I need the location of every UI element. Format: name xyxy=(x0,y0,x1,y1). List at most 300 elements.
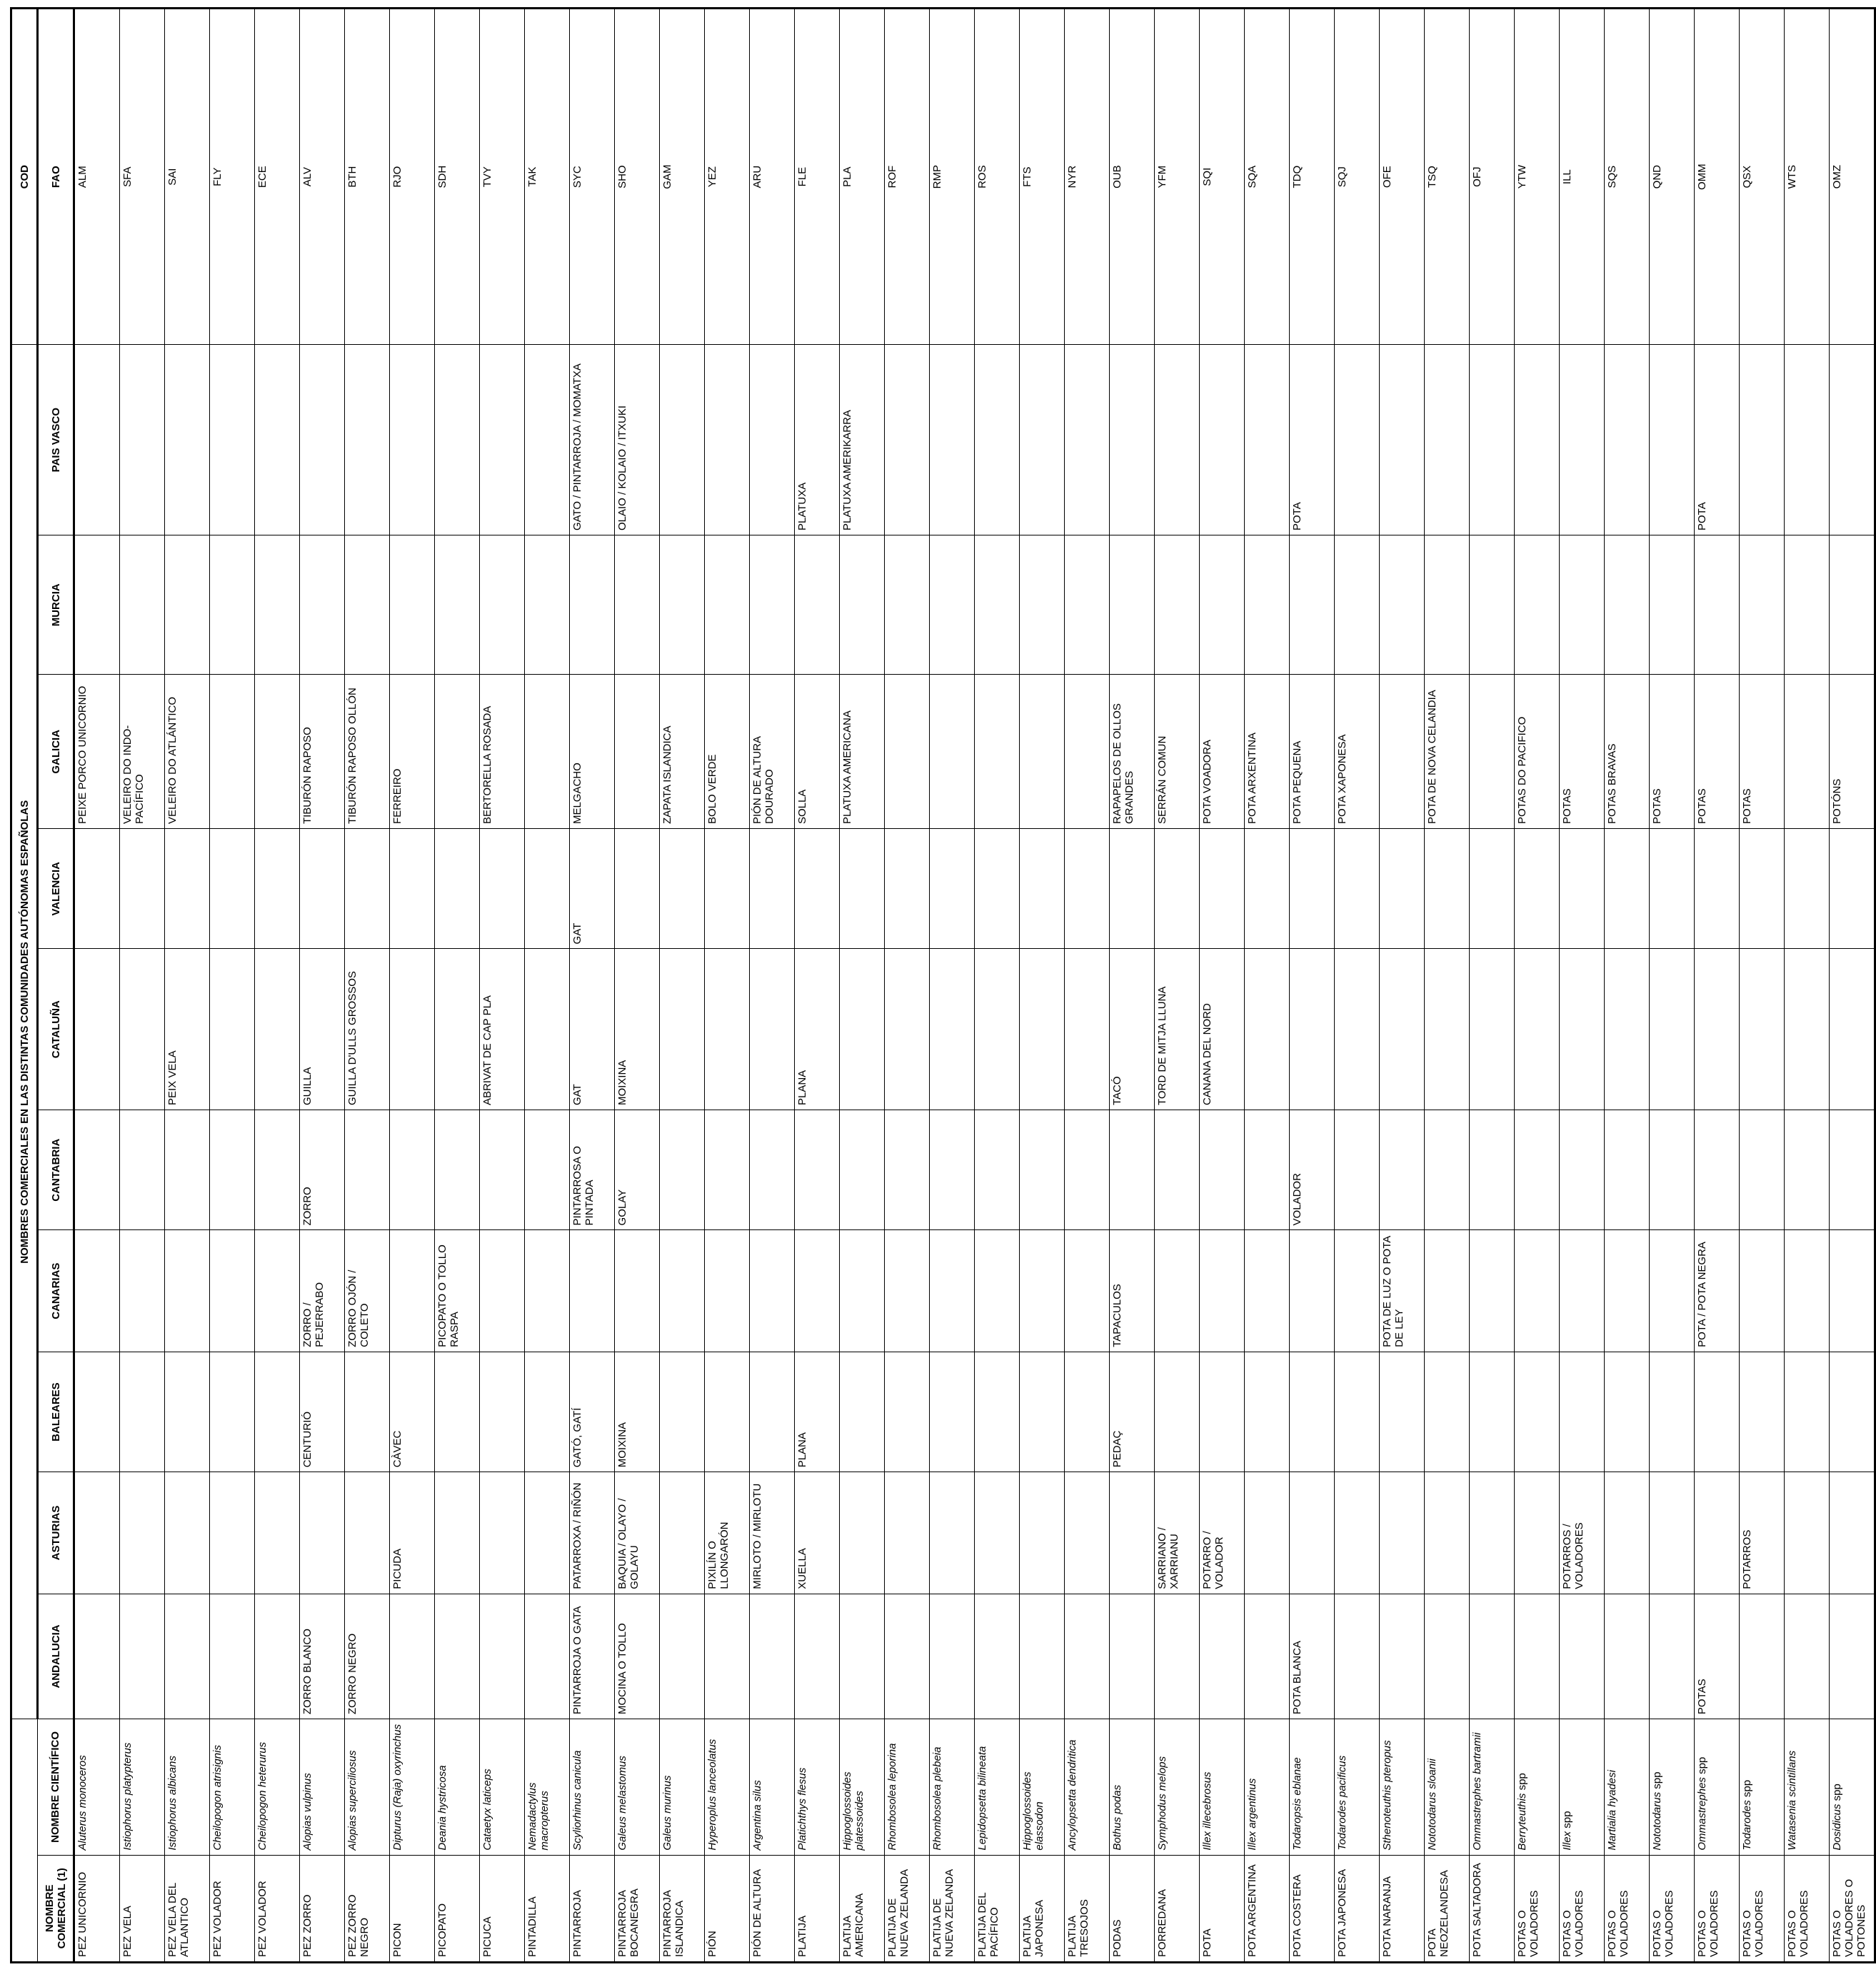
andalucia-cell xyxy=(1470,1594,1515,1719)
canarias-cell xyxy=(1065,1230,1110,1352)
galicia-cell: BOLO VERDE xyxy=(705,675,750,829)
baleares-cell xyxy=(750,1352,795,1472)
cataluna-cell: GUILLA D'ULLS GROSSOS xyxy=(345,949,390,1110)
fao-code-cell: GAM xyxy=(660,9,705,345)
canarias-cell: POTA DE LUZ O POTA DE LEY xyxy=(1380,1230,1425,1352)
common-name-cell: POTA xyxy=(1200,1855,1245,1962)
scientific-name-cell xyxy=(1515,1719,1560,1855)
scientific-name-cell xyxy=(525,1719,570,1855)
murcia-cell xyxy=(345,535,390,675)
valencia-cell xyxy=(1335,829,1380,949)
canarias-cell xyxy=(1650,1230,1695,1352)
cataluna-cell: ABRIVAT DE CAP PLA xyxy=(480,949,525,1110)
pais-vasco-cell xyxy=(1515,345,1560,535)
scientific-name-cell xyxy=(1155,1719,1200,1855)
scientific-name-text: Watasenia scintillans xyxy=(1786,1750,1798,1851)
baleares-cell xyxy=(1650,1352,1695,1472)
scientific-name-text: Sthenoteuthis pteropus xyxy=(1381,1740,1393,1851)
valencia-cell xyxy=(345,829,390,949)
murcia-cell xyxy=(120,535,165,675)
table-title: NOMBRES COMERCIALES EN LAS DISTINTAS COMUNIDADES AUTÓNOMAS ESPAÑOLAS xyxy=(11,345,38,1719)
scientific-name-text: Hippoglossoides platessoides xyxy=(841,1771,866,1851)
cantabria-cell xyxy=(120,1110,165,1230)
asturias-cell xyxy=(885,1472,930,1594)
fao-code-cell: NYR xyxy=(1065,9,1110,345)
scientific-name-text: Scyliorhinus canicula xyxy=(571,1750,583,1851)
common-name-cell: PEZ ZORRO xyxy=(300,1855,345,1962)
cataluna-cell xyxy=(1560,949,1605,1110)
baleares-cell xyxy=(705,1352,750,1472)
pais-vasco-cell xyxy=(1740,345,1785,535)
scientific-name-text: Todarodes xyxy=(1741,1800,1753,1851)
cantabria-cell: ZORRO xyxy=(300,1110,345,1230)
header-common-name: NOMBRE COMERCIAL (1) xyxy=(38,1855,74,1962)
table-row xyxy=(120,9,165,1963)
murcia-cell xyxy=(1515,535,1560,675)
scientific-name-cell xyxy=(885,1719,930,1855)
pais-vasco-cell xyxy=(1785,345,1830,535)
fao-code-cell: TVY xyxy=(480,9,525,345)
andalucia-cell xyxy=(705,1594,750,1719)
scientific-name-cell xyxy=(1065,1719,1110,1855)
pais-vasco-cell xyxy=(930,345,975,535)
galicia-cell xyxy=(1020,675,1065,829)
pais-vasco-cell: PLATUXA AMERIKARRA xyxy=(840,345,885,535)
cataluna-cell xyxy=(120,949,165,1110)
scientific-name-cell xyxy=(660,1719,705,1855)
fao-code-cell: SDH xyxy=(435,9,480,345)
pais-vasco-cell xyxy=(210,345,255,535)
baleares-cell xyxy=(165,1352,210,1472)
galicia-cell: TIBURÓN RAPOSO xyxy=(300,675,345,829)
pais-vasco-cell xyxy=(1335,345,1380,535)
table-row xyxy=(1785,9,1830,1963)
canarias-cell: POTA / POTA NEGRA xyxy=(1695,1230,1740,1352)
murcia-cell xyxy=(300,535,345,675)
murcia-cell xyxy=(1020,535,1065,675)
scientific-name-text: Dosidicus xyxy=(1831,1804,1843,1851)
pais-vasco-cell xyxy=(255,345,300,535)
table-row xyxy=(435,9,480,1963)
galicia-cell: PLATUXA AMERICANA xyxy=(840,675,885,829)
asturias-cell xyxy=(1695,1472,1740,1594)
scientific-name-cell xyxy=(74,1719,120,1855)
canarias-cell xyxy=(210,1230,255,1352)
common-name-cell: POTA ARGENTINA xyxy=(1245,1855,1290,1962)
asturias-cell: XUELLA xyxy=(795,1472,840,1594)
pais-vasco-cell xyxy=(1650,345,1695,535)
scientific-name-suffix: spp xyxy=(1651,1771,1663,1789)
murcia-cell xyxy=(255,535,300,675)
canarias-cell xyxy=(570,1230,615,1352)
murcia-cell xyxy=(480,535,525,675)
canarias-cell xyxy=(1200,1230,1245,1352)
cataluna-cell xyxy=(1605,949,1650,1110)
pais-vasco-cell: POTA xyxy=(1695,345,1740,535)
andalucia-cell xyxy=(120,1594,165,1719)
pais-vasco-cell: PLATUXA xyxy=(795,345,840,535)
galicia-cell: POTAS xyxy=(1740,675,1785,829)
pais-vasco-cell xyxy=(345,345,390,535)
andalucia-cell: PINTARROJA O GATA xyxy=(570,1594,615,1719)
asturias-cell xyxy=(1335,1472,1380,1594)
baleares-cell xyxy=(975,1352,1020,1472)
table-row xyxy=(1380,9,1425,1963)
common-name-cell: POTA COSTERA xyxy=(1290,1855,1335,1962)
scientific-name-text: Istiophorus platypterus xyxy=(121,1742,134,1851)
asturias-cell xyxy=(1470,1472,1515,1594)
scientific-name-cell xyxy=(840,1719,885,1855)
valencia-cell xyxy=(1380,829,1425,949)
cantabria-cell xyxy=(1245,1110,1290,1230)
fao-code-cell: ALM xyxy=(74,9,120,345)
common-name-cell: POTA JAPONESA xyxy=(1335,1855,1380,1962)
common-name-cell: POTAS O VOLADORES O POTONES xyxy=(1830,1855,1875,1962)
valencia-cell xyxy=(1830,829,1875,949)
table-row xyxy=(1335,9,1380,1963)
scientific-name-text: Illex illecebrosus xyxy=(1201,1771,1213,1851)
cataluna-cell: CANANA DEL NORD xyxy=(1200,949,1245,1110)
fao-code-cell: SHO xyxy=(615,9,660,345)
fao-code-cell: ROS xyxy=(975,9,1020,345)
cataluna-cell xyxy=(750,949,795,1110)
baleares-cell: CÀVEC xyxy=(390,1352,435,1472)
header-pais-vasco: PAIS VASCO xyxy=(38,345,74,535)
galicia-cell xyxy=(1785,675,1830,829)
pais-vasco-cell xyxy=(435,345,480,535)
canarias-cell xyxy=(390,1230,435,1352)
andalucia-cell xyxy=(480,1594,525,1719)
fao-code-cell: WTS xyxy=(1785,9,1830,345)
scientific-name-text: Illex xyxy=(1561,1831,1573,1851)
cantabria-cell xyxy=(1335,1110,1380,1230)
pais-vasco-cell: OLAIO / KOLAIO / ITXUKI xyxy=(615,345,660,535)
scientific-name-cell xyxy=(345,1719,390,1855)
fao-code-cell: OFE xyxy=(1380,9,1425,345)
canarias-cell xyxy=(1785,1230,1830,1352)
common-name-cell: PLATIJA JAPONESA xyxy=(1020,1855,1065,1962)
asturias-cell: BAQUIA / OLAYO / GOLAYU xyxy=(615,1472,660,1594)
cataluna-cell xyxy=(1830,949,1875,1110)
asturias-cell xyxy=(255,1472,300,1594)
pais-vasco-cell xyxy=(750,345,795,535)
table-row xyxy=(1650,9,1695,1963)
cantabria-cell xyxy=(1695,1110,1740,1230)
galicia-cell: POTA XAPONESA xyxy=(1335,675,1380,829)
murcia-cell xyxy=(1830,535,1875,675)
cataluna-cell xyxy=(885,949,930,1110)
header-cantabria: CANTABRIA xyxy=(38,1110,74,1230)
andalucia-cell: ZORRO BLANCO xyxy=(300,1594,345,1719)
andalucia-cell: POTAS xyxy=(1695,1594,1740,1719)
valencia-cell xyxy=(975,829,1020,949)
cataluna-cell xyxy=(435,949,480,1110)
pais-vasco-cell xyxy=(165,345,210,535)
pais-vasco-cell xyxy=(74,345,120,535)
fao-code-cell: RMP xyxy=(930,9,975,345)
asturias-cell xyxy=(525,1472,570,1594)
valencia-cell xyxy=(1740,829,1785,949)
cataluna-cell: PLANA xyxy=(795,949,840,1110)
cataluna-cell: GAT xyxy=(570,949,615,1110)
andalucia-cell xyxy=(1740,1594,1785,1719)
galicia-cell: SOLLA xyxy=(795,675,840,829)
andalucia-cell xyxy=(930,1594,975,1719)
cantabria-cell xyxy=(435,1110,480,1230)
scientific-name-suffix: spp xyxy=(1696,1756,1708,1774)
cantabria-cell: GOLAY xyxy=(615,1110,660,1230)
fao-code-cell: OUB xyxy=(1110,9,1155,345)
valencia-cell xyxy=(1155,829,1200,949)
fao-code-cell: QSX xyxy=(1740,9,1785,345)
scientific-name-text: Aluterus monoceros xyxy=(76,1755,89,1851)
cataluna-cell xyxy=(1290,949,1335,1110)
galicia-cell: POTAS BRAVAS xyxy=(1605,675,1650,829)
pais-vasco-cell xyxy=(1245,345,1290,535)
scientific-name-suffix: spp xyxy=(1561,1811,1573,1828)
scientific-name-text: Ancylopsetta dendritica xyxy=(1066,1739,1078,1851)
cantabria-cell xyxy=(885,1110,930,1230)
fao-code-cell: OMZ xyxy=(1830,9,1875,345)
scientific-name-text: Todaropsis eblanae xyxy=(1291,1757,1303,1851)
andalucia-cell xyxy=(390,1594,435,1719)
cantabria-cell xyxy=(1515,1110,1560,1230)
baleares-cell xyxy=(1290,1352,1335,1472)
andalucia-cell: MOCINA O TOLLO xyxy=(615,1594,660,1719)
baleares-cell: PLANA xyxy=(795,1352,840,1472)
scientific-name-cell xyxy=(1785,1719,1830,1855)
common-name-cell: PEZ VOLADOR xyxy=(210,1855,255,1962)
asturias-cell xyxy=(840,1472,885,1594)
canarias-cell: ZORRO / PEJERRABO xyxy=(300,1230,345,1352)
galicia-cell: RAPAPELOS DE OLLOS GRANDES xyxy=(1110,675,1155,829)
scientific-name-cell xyxy=(1425,1719,1470,1855)
canarias-cell xyxy=(795,1230,840,1352)
cataluna-cell xyxy=(705,949,750,1110)
cantabria-cell xyxy=(1020,1110,1065,1230)
scientific-name-text: Berryteuthis xyxy=(1516,1793,1528,1851)
pais-vasco-cell xyxy=(1065,345,1110,535)
pais-vasco-cell xyxy=(480,345,525,535)
header-scientific-name: NOMBRE CIENTÍFICO xyxy=(38,1719,74,1855)
canarias-cell xyxy=(1290,1230,1335,1352)
asturias-cell xyxy=(1650,1472,1695,1594)
fao-code-cell: OMM xyxy=(1695,9,1740,345)
common-name-cell: POTAS O VOLADORES xyxy=(1515,1855,1560,1962)
cantabria-cell xyxy=(1650,1110,1695,1230)
table-row xyxy=(1560,9,1605,1963)
baleares-cell xyxy=(255,1352,300,1472)
valencia-cell xyxy=(1560,829,1605,949)
header-murcia: MURCIA xyxy=(38,535,74,675)
galicia-cell xyxy=(885,675,930,829)
scientific-name-text: Cheilopogon heterurus xyxy=(256,1741,269,1851)
table-row xyxy=(840,9,885,1963)
andalucia-cell xyxy=(1335,1594,1380,1719)
asturias-cell xyxy=(1830,1472,1875,1594)
andalucia-cell xyxy=(74,1594,120,1719)
galicia-cell xyxy=(1470,675,1515,829)
pais-vasco-cell: POTA xyxy=(1290,345,1335,535)
murcia-cell xyxy=(840,535,885,675)
table-row xyxy=(930,9,975,1963)
murcia-cell xyxy=(165,535,210,675)
andalucia-cell xyxy=(1425,1594,1470,1719)
header-row xyxy=(38,9,74,1963)
asturias-cell xyxy=(1605,1472,1650,1594)
asturias-cell xyxy=(300,1472,345,1594)
cod-header: COD xyxy=(11,9,38,345)
baleares-cell: GATÓ, GATÍ xyxy=(570,1352,615,1472)
common-name-cell: PINTADILLA xyxy=(525,1855,570,1962)
andalucia-cell xyxy=(1830,1594,1875,1719)
cantabria-cell xyxy=(975,1110,1020,1230)
cantabria-cell xyxy=(165,1110,210,1230)
cantabria-cell xyxy=(1065,1110,1110,1230)
murcia-cell xyxy=(435,535,480,675)
cantabria-cell xyxy=(210,1110,255,1230)
cataluna-cell xyxy=(210,949,255,1110)
scientific-name-cell xyxy=(1695,1719,1740,1855)
fao-code-cell: SFA xyxy=(120,9,165,345)
andalucia-cell xyxy=(1785,1594,1830,1719)
scientific-name-cell xyxy=(570,1719,615,1855)
canarias-cell xyxy=(1830,1230,1875,1352)
cantabria-cell xyxy=(74,1110,120,1230)
pais-vasco-cell xyxy=(300,345,345,535)
canarias-cell xyxy=(930,1230,975,1352)
galicia-cell: PEIXE PORCO UNICORNIO xyxy=(74,675,120,829)
common-name-cell: PIÓN xyxy=(705,1855,750,1962)
asturias-cell xyxy=(1785,1472,1830,1594)
galicia-cell: POTAS xyxy=(1560,675,1605,829)
scientific-name-text: Cheilopogon atrisignis xyxy=(211,1745,224,1851)
asturias-cell xyxy=(660,1472,705,1594)
cantabria-cell xyxy=(705,1110,750,1230)
cataluna-cell xyxy=(1425,949,1470,1110)
galicia-cell: POTA VOADORA xyxy=(1200,675,1245,829)
asturias-cell xyxy=(1020,1472,1065,1594)
murcia-cell xyxy=(74,535,120,675)
scientific-name-cell xyxy=(210,1719,255,1855)
scientific-name-suffix: spp xyxy=(1741,1779,1753,1798)
cantabria-cell xyxy=(1155,1110,1200,1230)
table-row xyxy=(1515,9,1560,1963)
asturias-cell xyxy=(1425,1472,1470,1594)
baleares-cell xyxy=(345,1352,390,1472)
header-baleares: BALEARES xyxy=(38,1352,74,1472)
fao-code-cell: QND xyxy=(1650,9,1695,345)
murcia-cell xyxy=(750,535,795,675)
cataluna-cell: GUILLA xyxy=(300,949,345,1110)
cataluna-cell xyxy=(1470,949,1515,1110)
canarias-cell xyxy=(1425,1230,1470,1352)
fao-code-cell: SQJ xyxy=(1335,9,1380,345)
scientific-name-cell xyxy=(435,1719,480,1855)
valencia-cell xyxy=(1200,829,1245,949)
scientific-name-text: Lepidopsetta bilineata xyxy=(976,1746,988,1851)
scientific-name-text: Nototodarus xyxy=(1651,1791,1663,1851)
scientific-name-text: Cataetyx laticeps xyxy=(481,1769,493,1851)
common-name-cell: PINTARROJA xyxy=(570,1855,615,1962)
murcia-cell xyxy=(1425,535,1470,675)
fao-code-cell: YFM xyxy=(1155,9,1200,345)
cantabria-cell xyxy=(1380,1110,1425,1230)
fao-code-cell: SYC xyxy=(570,9,615,345)
canarias-cell xyxy=(1470,1230,1515,1352)
scientific-name-text: Illex argentinus xyxy=(1246,1778,1258,1851)
baleares-cell xyxy=(660,1352,705,1472)
scientific-name-cell xyxy=(795,1719,840,1855)
galicia-cell xyxy=(930,675,975,829)
scientific-name-cell xyxy=(750,1719,795,1855)
murcia-cell xyxy=(1695,535,1740,675)
scientific-name-cell xyxy=(1830,1719,1875,1855)
table-row xyxy=(1110,9,1155,1963)
scientific-name-text: Ommastrephes xyxy=(1696,1777,1708,1851)
table-row xyxy=(165,9,210,1963)
cantabria-cell xyxy=(930,1110,975,1230)
common-name-cell: PLATIJA DE NUEVA ZELANDA xyxy=(930,1855,975,1962)
pais-vasco-cell xyxy=(1380,345,1425,535)
asturias-cell: MIRLOTO / MIRLOTU xyxy=(750,1472,795,1594)
header-galicia: GALICIA xyxy=(38,675,74,829)
fao-code-cell: PLA xyxy=(840,9,885,345)
scientific-name-text: Hippoglossoides elassodon xyxy=(1021,1771,1045,1851)
valencia-cell xyxy=(750,829,795,949)
cataluna-cell xyxy=(1065,949,1110,1110)
murcia-cell xyxy=(1110,535,1155,675)
common-name-cell: PLATIJA DE NUEVA ZELANDA xyxy=(885,1855,930,1962)
header-andalucia: ANDALUCIA xyxy=(38,1594,74,1719)
common-name-cell: PEZ UNICORNIO xyxy=(74,1855,120,1962)
scientific-name-cell xyxy=(705,1719,750,1855)
murcia-cell xyxy=(1290,535,1335,675)
andalucia-cell xyxy=(525,1594,570,1719)
asturias-cell xyxy=(120,1472,165,1594)
asturias-cell xyxy=(1290,1472,1335,1594)
cantabria-cell xyxy=(1605,1110,1650,1230)
asturias-cell: POTARROS xyxy=(1740,1472,1785,1594)
scientific-name-cell xyxy=(1650,1719,1695,1855)
galicia-cell xyxy=(615,675,660,829)
asturias-cell xyxy=(1110,1472,1155,1594)
baleares-cell xyxy=(1470,1352,1515,1472)
scientific-name-text: Alopias superciliosus xyxy=(346,1750,358,1851)
andalucia-cell xyxy=(255,1594,300,1719)
common-name-cell: PINTARROJA BOCANEGRA xyxy=(615,1855,660,1962)
species-names-table xyxy=(10,7,1876,1963)
cantabria-cell xyxy=(1740,1110,1785,1230)
asturias-cell: PIXILÍN O LLONGARÓN xyxy=(705,1472,750,1594)
cataluna-cell xyxy=(930,949,975,1110)
cataluna-cell xyxy=(840,949,885,1110)
scientific-name-text: Nemadactylus macropterus xyxy=(526,1782,551,1851)
fao-code-cell: FTS xyxy=(1020,9,1065,345)
galicia-cell: SERRÁN COMUN xyxy=(1155,675,1200,829)
fao-code-cell: ECE xyxy=(255,9,300,345)
scientific-name-cell xyxy=(1560,1719,1605,1855)
scientific-name-cell xyxy=(615,1719,660,1855)
murcia-cell xyxy=(525,535,570,675)
scientific-name-suffix: spp xyxy=(1831,1784,1843,1801)
common-name-cell: POTAS O VOLADORES xyxy=(1695,1855,1740,1962)
fao-code-cell: SQA xyxy=(1245,9,1290,345)
scientific-name-text: Platichthys flesus xyxy=(796,1767,808,1851)
galicia-cell: FERREIRO xyxy=(390,675,435,829)
canarias-cell xyxy=(165,1230,210,1352)
cantabria-cell xyxy=(480,1110,525,1230)
